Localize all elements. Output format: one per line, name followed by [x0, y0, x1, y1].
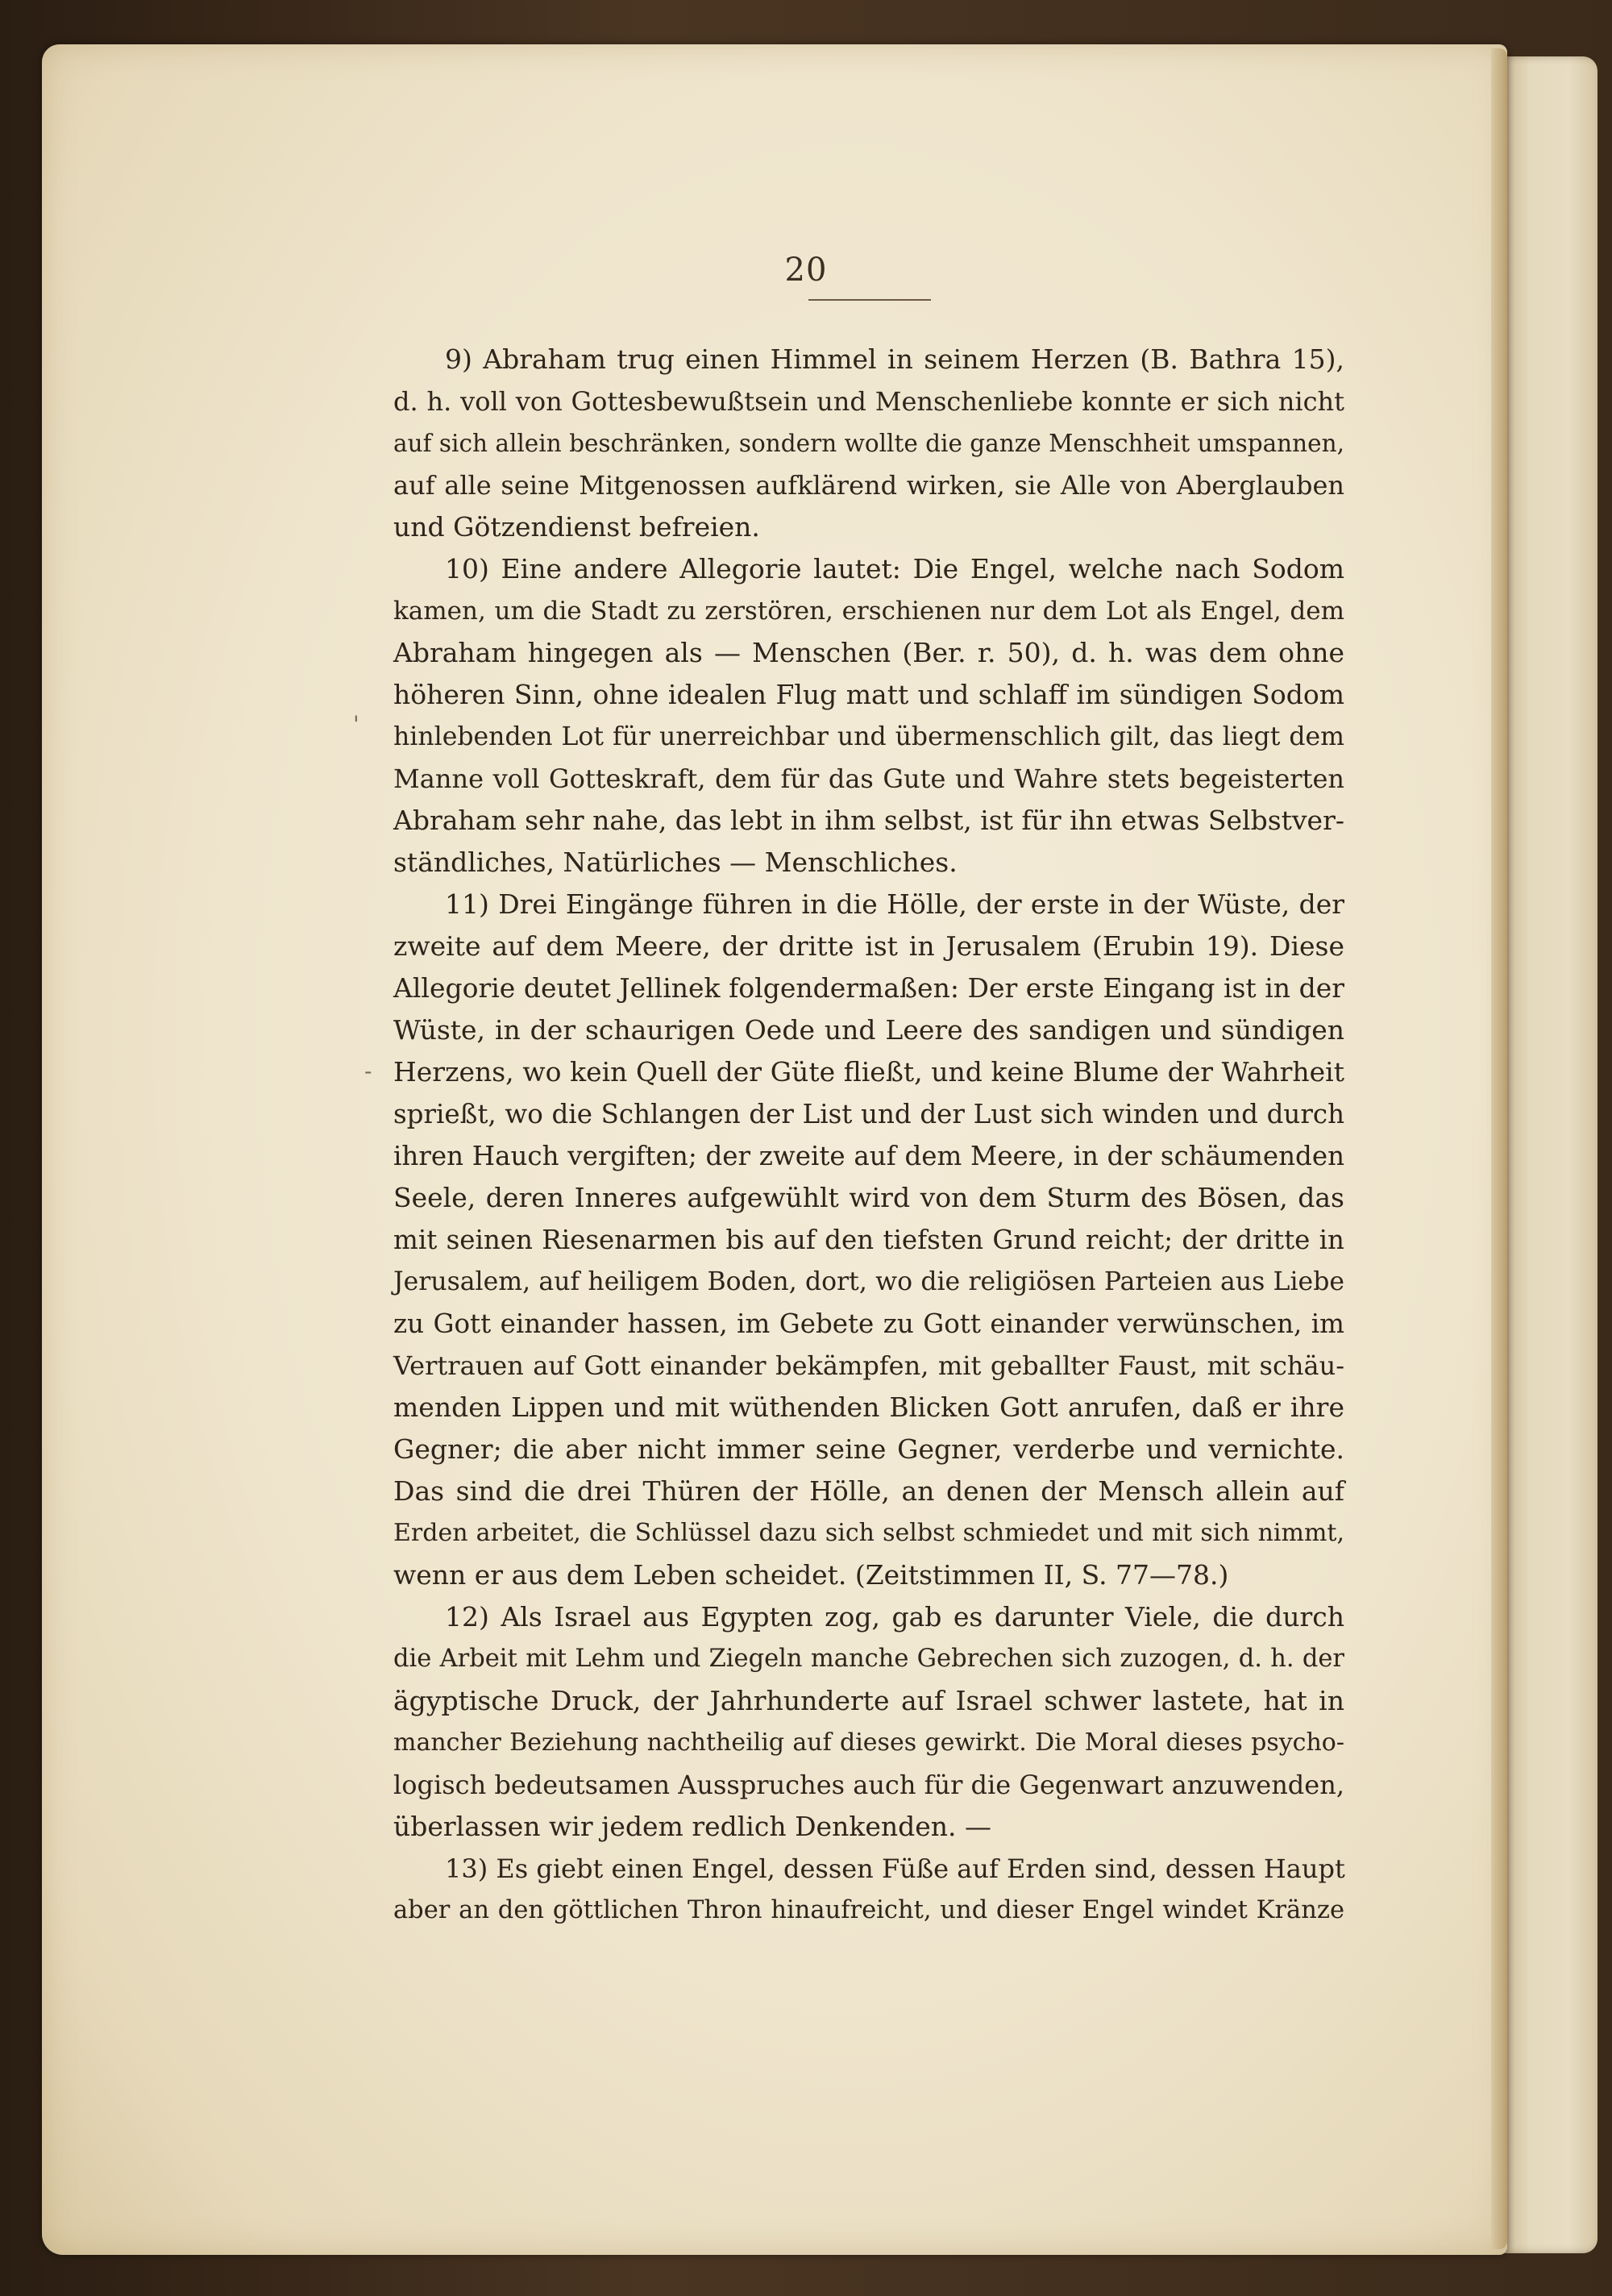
text-line: Jerusalem, auf heiligem Boden, dort, wo die religiösen Parteien aus Liebe [393, 1267, 1344, 1296]
text-line: auf alle seine Mitgenossen aufklärend wirken, sie Alle von Aberglauben [393, 470, 1344, 501]
text-line: aber an den göttlichen Thron hinaufreicht, und dieser Engel windet Kränze [393, 1896, 1344, 1924]
text-line: ständliches, Natürliches — Menschliches. [393, 846, 958, 878]
text-line: Gegner; die aber nicht immer seine Gegner, verderbe und vernichte. [393, 1433, 1344, 1465]
text-line: wenn er aus dem Leben scheidet. (Zeitstimmen II, S. 77—78.) [393, 1559, 1229, 1591]
text-line: zu Gott einander hassen, im Gebete zu Gott einander verwünschen, im [393, 1308, 1344, 1339]
text-line: Herzens, wo kein Quell der Güte fließt, und keine Blume der Wahrheit [393, 1056, 1344, 1088]
text-line: sprießt, wo die Schlangen der List und der Lust sich winden und durch [393, 1099, 1344, 1129]
text-line: d. h. voll von Gottesbewußtsein und Menschenliebe konnte er sich nicht [393, 386, 1344, 417]
text-line: mit seinen Riesenarmen bis auf den tiefsten Grund reicht; der dritte in [393, 1225, 1344, 1255]
margin-dash-mark: - [364, 1058, 372, 1084]
page-right-edge [1491, 48, 1507, 2249]
body-text [393, 339, 1344, 1932]
text-line: Allegorie deutet Jellinek folgendermaßen: Der erste Eingang ist in der [393, 972, 1344, 1004]
page-number: 20 [784, 252, 828, 289]
text-line: die Arbeit mit Lehm und Ziegeln manche Gebrechen sich zuzogen, d. h. der [393, 1645, 1344, 1673]
text-line: ägyptische Druck, der Jahrhunderte auf Israel schwer lastete, hat in [393, 1685, 1344, 1716]
text-line: höheren Sinn, ohne idealen Flug matt und schlaff im sündigen Sodom [393, 679, 1344, 710]
text-line: mancher Beziehung nachtheilig auf dieses gewirkt. Die Moral dieses psycho- [393, 1728, 1344, 1757]
text-line: Abraham sehr nahe, das lebt in ihm selbst, ist für ihn etwas Selbstver- [393, 805, 1344, 836]
text-line: logisch bedeutsamen Ausspruches auch für die Gegenwart anzuwenden, [393, 1770, 1344, 1800]
text-line: 11) Drei Eingänge führen in die Hölle, der erste in der Wüste, der [445, 888, 1344, 920]
page-number-rule [808, 299, 931, 301]
text-line: 13) Es giebt einen Engel, dessen Füße auf Erden sind, dessen Haupt [445, 1853, 1345, 1884]
text-line: Erden arbeitet, die Schlüssel dazu sich selbst schmiedet und mit sich nimmt, [393, 1519, 1344, 1547]
adjacent-page-edge [1501, 56, 1597, 2253]
text-line: hinlebenden Lot für unerreichbar und übermenschlich gilt, das liegt dem [393, 722, 1344, 751]
text-line: Vertrauen auf Gott einander bekämpfen, mit geballter Faust, mit schäu- [393, 1350, 1344, 1381]
text-line: und Götzendienst befreien. [393, 511, 760, 543]
text-line: zweite auf dem Meere, der dritte ist in Jerusalem (Erubin 19). Diese [393, 930, 1344, 962]
text-line: 10) Eine andere Allegorie lautet: Die Engel, welche nach Sodom [445, 553, 1344, 584]
text-line: Seele, deren Inneres aufgewühlt wird von dem Sturm des Bösen, das [393, 1182, 1344, 1213]
text-line: kamen, um die Stadt zu zerstören, erschienen nur dem Lot als Engel, dem [393, 597, 1344, 626]
text-line: überlassen wir jedem redlich Denkenden. — [393, 1811, 991, 1842]
text-line: 12) Als Israel aus Egypten zog, gab es darunter Viele, die durch [445, 1601, 1344, 1633]
text-line: Abraham hingegen als — Menschen (Ber. r. 50), d. h. was dem ohne [393, 637, 1344, 668]
text-line: Manne voll Gotteskraft, dem für das Gute und Wahre stets begeisterten [393, 763, 1344, 794]
text-line: auf sich allein beschränken, sondern wollte die ganze Menschheit umspannen, [393, 430, 1345, 457]
text-line: menden Lippen und mit wüthenden Blicken Gott anrufen, daß er ihre [393, 1391, 1344, 1423]
text-line: Wüste, in der schaurigen Oede und Leere des sandigen und sündigen [393, 1014, 1344, 1046]
margin-tick-mark: ' [353, 711, 359, 738]
text-line: 9) Abraham trug einen Himmel in seinem Herzen (B. Bathra 15), [445, 343, 1344, 375]
text-line: Das sind die drei Thüren der Hölle, an denen der Mensch allein auf [393, 1475, 1344, 1507]
text-line: ihren Hauch vergiften; der zweite auf dem Meere, in der schäumenden [393, 1141, 1344, 1171]
